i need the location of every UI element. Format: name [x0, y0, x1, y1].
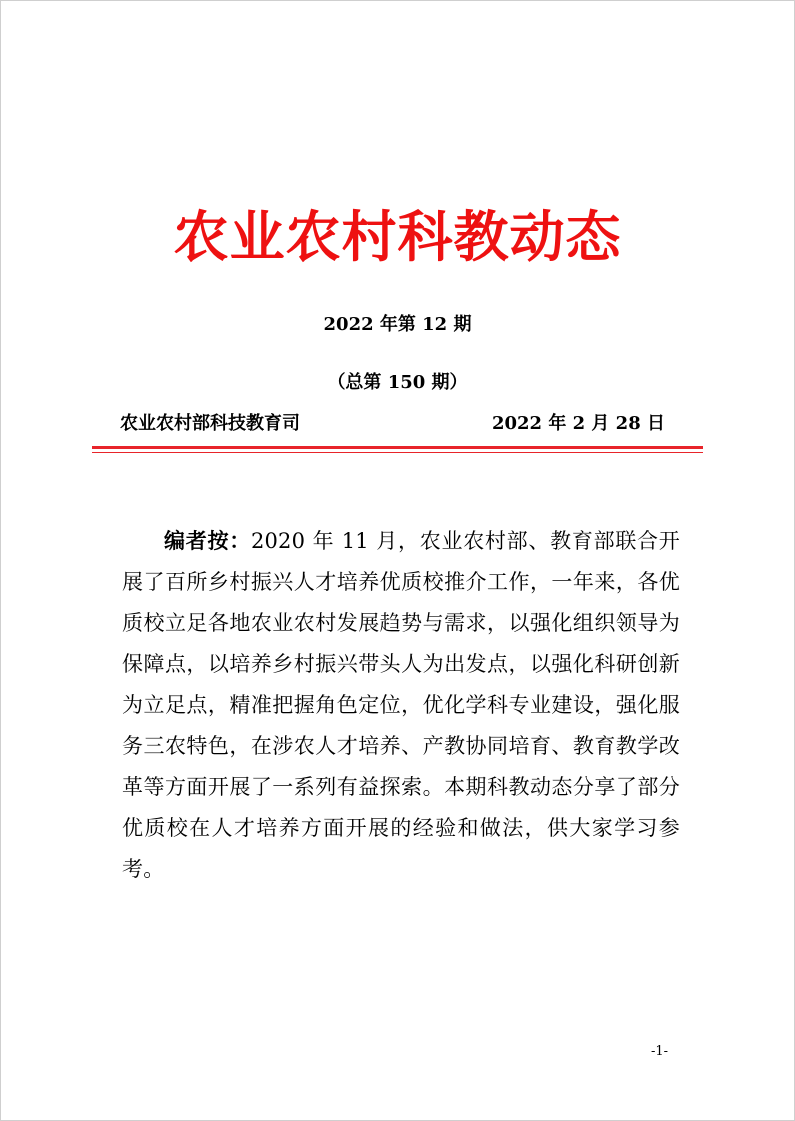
page-number: -1-: [651, 1044, 669, 1059]
header-rule-thick: [92, 446, 703, 449]
issue-number: 2022 年第 12 期: [323, 314, 472, 335]
editor-note-text: 2020 年 11 月，农业农村部、教育部联合开展了百所乡村振兴人才培养优质校推介工作，一年来，各优质校立足各地农业农村发展趋势与需求，以强化组织领导为保障点，以培养乡村振兴带头人为出发点，以强化科研创新为立足点，精准把握角色定位，优化学科专业建设，强化服务三农特色，在涉农人才培养、产教协同培育、教育教学改革等方面开展了一系列有益探索。本期科教动态分享了部分优质校在人才培养方面开展的经验和做法，供大家学习参考。: [122, 529, 680, 881]
editor-note-label: 编者按：: [164, 529, 251, 553]
header-rule-thin: [92, 452, 703, 453]
publisher-name: 农业农村部科技教育司: [120, 413, 300, 434]
total-issue-number: （总第 150 期）: [327, 372, 468, 393]
publish-date: 2022 年 2 月 28 日: [491, 413, 665, 434]
masthead-title: 农业农村科教动态: [173, 205, 622, 269]
editor-note-paragraph: [122, 521, 680, 890]
publisher-date-row: [120, 410, 665, 438]
